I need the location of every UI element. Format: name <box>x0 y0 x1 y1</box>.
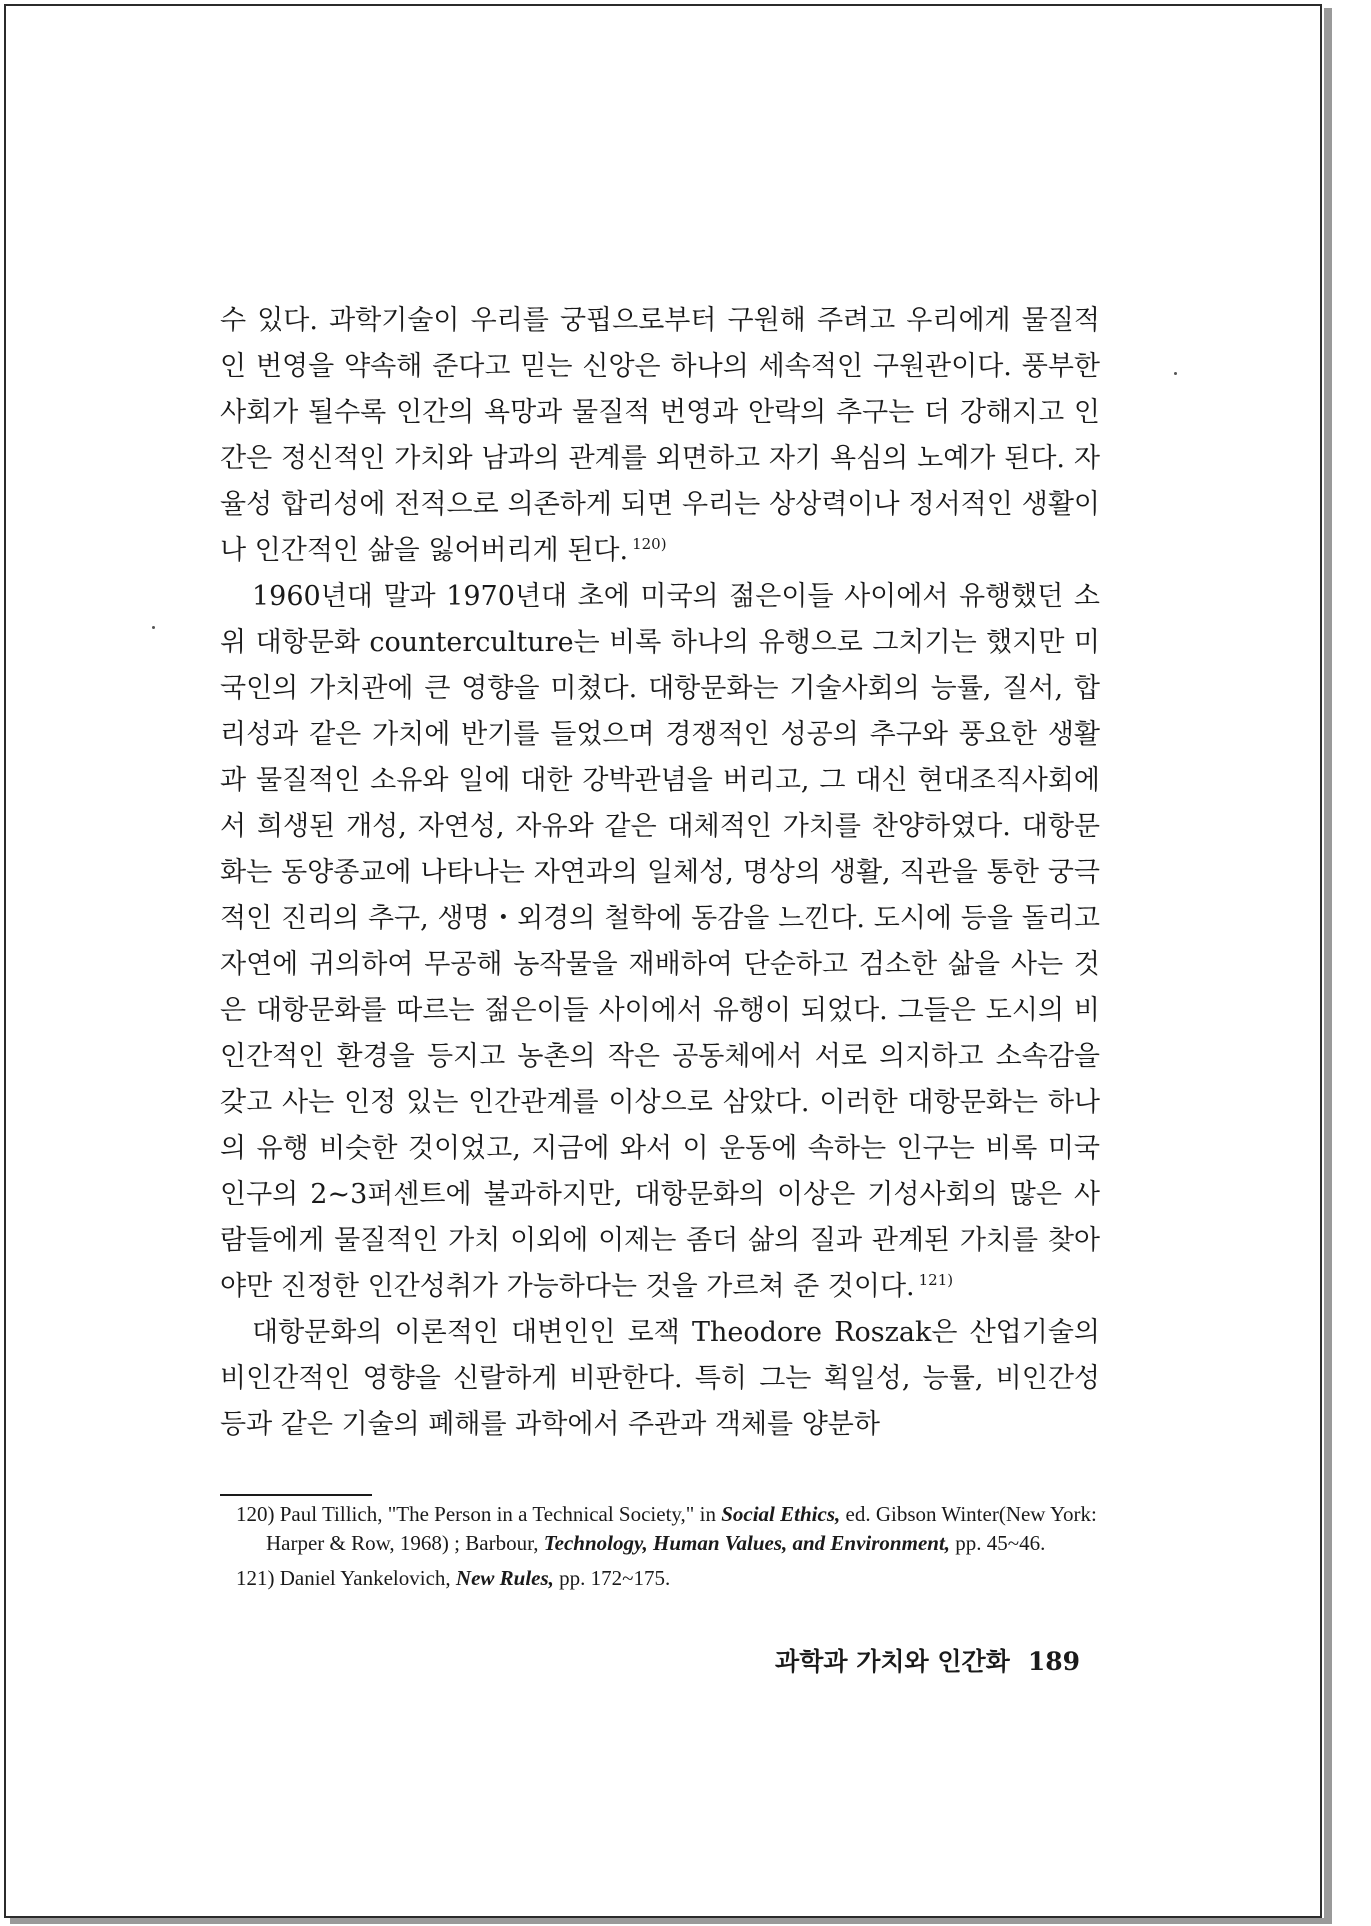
footnote-120-title-b: Technology, Human Values, and Environment, <box>543 1531 951 1555</box>
scan-speck <box>1174 372 1177 375</box>
footnote-ref-120[interactable]: 120) <box>632 535 667 553</box>
running-title: 과학과 가치와 인간화 <box>775 1647 1010 1676</box>
footnote-divider <box>220 1494 372 1496</box>
footnote-120-text-c: ed. Gibson Winter(New York: Harper & Row, 1968) ; Barbour, <box>266 1502 1097 1555</box>
footnotes <box>236 1500 1100 1599</box>
footnote-121-pages: pp. 172~175. <box>559 1566 671 1590</box>
page-number: 189 <box>1027 1647 1080 1676</box>
footnote-120 <box>236 1500 1100 1558</box>
footnote-121-number: 121) <box>236 1566 275 1590</box>
paragraph-2-text: 1960년대 말과 1970년대 초에 미국의 젊은이들 사이에서 유행했던 소위 대항문화 counterculture는 비록 하나의 유행으로 그치기는 했지만 미국인의 가치관에 큰 영향을 미쳤다. 대항문화는 기술사회의 능률, 질서, 합리성과 같은 가치에 반기를 들었으며 경쟁적인 성공의 추구와 풍요한 생활과 물질적인 소유와 일에 대한 강박관념을 버리고, 그 대신 현대조직사회에서 희생된 개성, 자연성, 자유와 같은 대체적인 가치를 찬양하였다. 대항문화는 동양종교에 나타나는 자연과의 일체성, 명상의 생활, 직관을 통한 궁극적인 진리의 추구, 생명・외경의 철학에 동감을 느낀다. 도시에 등을 돌리고 자연에 귀의하여 무공해 농작물을 재배하여 단순하고 검소한 삶을 사는 것은 대항문화를 따르는 젊은이들 사이에서 유행이 되었다. 그들은 도시의 비인간적인 환경을 등지고 농촌의 작은 공동체에서 서로 의지하고 소속감을 갖고 사는 인정 있는 인간관계를 이상으로 삼았다. 이러한 대항문화는 하나의 유행 비슷한 것이었고, 지금에 와서 이 운동에 속하는 인구는 비록 미국 인구의 2~3퍼센트에 불과하지만, 대항문화의 이상은 기성사회의 많은 사람들에게 물질적인 가치 이외에 이제는 좀더 삶의 질과 관계된 가치를 찾아야만 진정한 인간성취가 가능하다는 것을 가르쳐 준 것이다. <box>220 581 1100 1302</box>
footnote-120-pages: pp. 45~46. <box>955 1531 1046 1555</box>
footnote-120-text-a: Paul Tillich, "The Person in a Technical Society," in <box>279 1502 716 1526</box>
footnote-121-text-a: Daniel Yankelovich, <box>279 1566 451 1590</box>
page-edge-shadow <box>1324 8 1332 1920</box>
paragraph-3-text: 대항문화의 이론적인 대변인인 로잭 Theodore Roszak은 산업기술의 비인간적인 영향을 신랄하게 비판한다. 특히 그는 획일성, 능률, 비인간성 등과 같은 기술의 폐해를 과학에서 주관과 객체를 양분하 <box>220 1317 1100 1440</box>
body-text <box>220 298 1100 1448</box>
paragraph-1-text: 수 있다. 과학기술이 우리를 궁핍으로부터 구원해 주려고 우리에게 물질적인 번영을 약속해 준다고 믿는 신앙은 하나의 세속적인 구원관이다. 풍부한 사회가 될수록 인간의 욕망과 물질적 번영과 안락의 추구는 더 강해지고 인간은 정신적인 가치와 남과의 관계를 외면하고 자기 욕심의 노예가 된다. 자율성 합리성에 전적으로 의존하게 되면 우리는 상상력이나 정서적인 생활이나 인간적인 삶을 잃어버리게 된다. <box>220 305 1100 566</box>
paragraph-2 <box>220 574 1100 1310</box>
page-bottom-shadow <box>10 1918 1332 1924</box>
paragraph-1 <box>220 298 1100 574</box>
footnote-121 <box>236 1564 1100 1593</box>
footnote-ref-121[interactable]: 121) <box>918 1271 954 1289</box>
footnote-120-title-a: Social Ethics, <box>721 1502 841 1526</box>
paragraph-3 <box>220 1310 1100 1448</box>
footnote-120-number: 120) <box>236 1502 275 1526</box>
footnote-121-title: New Rules, <box>455 1566 554 1590</box>
scan-speck <box>152 626 155 629</box>
running-footer <box>760 1642 1080 1678</box>
